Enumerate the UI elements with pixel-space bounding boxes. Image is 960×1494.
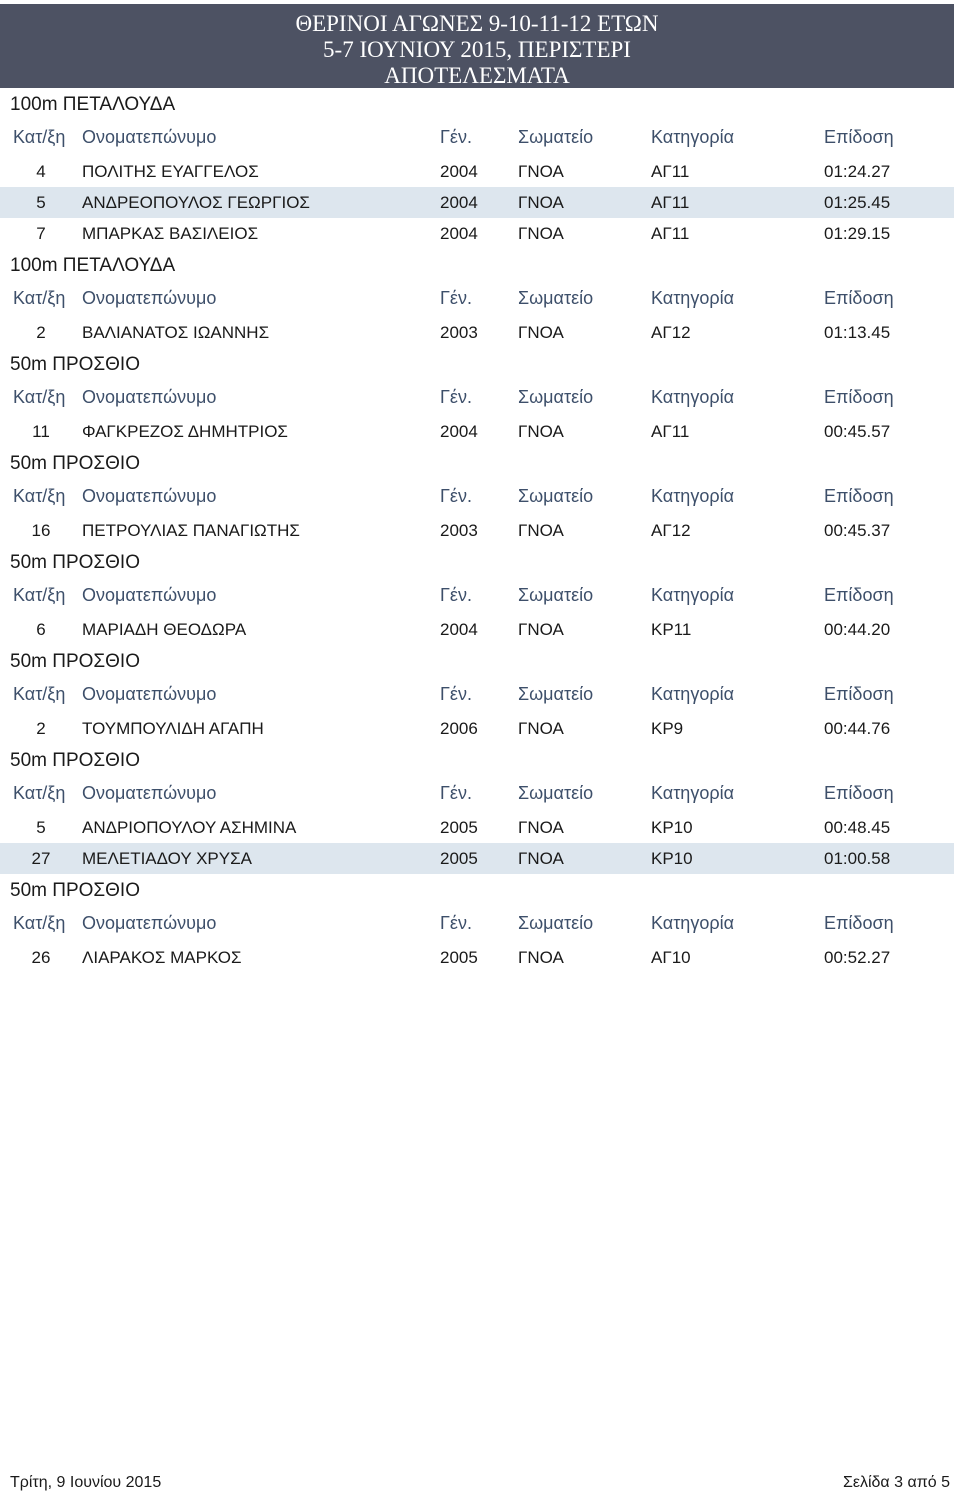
column-header-club: Σωματείο xyxy=(518,288,594,308)
column-header-club: Σωματείο xyxy=(518,783,594,803)
club-cell: ΓΝΟΑ xyxy=(518,193,564,212)
club-cell: ΓΝΟΑ xyxy=(518,323,564,342)
event-title: 50m ΠΡΟΣΘΙΟ xyxy=(10,880,140,901)
footer-page-number: Σελίδα 3 από 5 xyxy=(842,1474,950,1491)
result-row xyxy=(0,614,954,645)
event-title: 100m ΠΕΤΑΛΟΥΔΑ xyxy=(10,94,176,115)
column-header-category: Κατηγορία xyxy=(651,288,734,308)
event-section xyxy=(0,744,954,874)
time-cell: 00:52.27 xyxy=(824,948,891,967)
club-cell: ΓΝΟΑ xyxy=(518,818,564,837)
athlete-name-cell: ΦΑΓΚΡΕΖΟΣ ΔΗΜΗΤΡΙΟΣ xyxy=(82,422,288,441)
column-header-rank: Κατ/ξη xyxy=(13,288,66,308)
birth-year-cell: 2006 xyxy=(440,719,478,738)
column-header-year: Γέν. xyxy=(440,585,472,605)
column-header-time: Επίδοση xyxy=(824,127,894,147)
column-header-year: Γέν. xyxy=(440,783,472,803)
birth-year-cell: 2004 xyxy=(440,422,478,441)
time-cell: 01:29.15 xyxy=(824,224,891,243)
results-list xyxy=(0,88,954,973)
column-header-row xyxy=(0,908,954,938)
event-section xyxy=(0,88,954,249)
header-date-location: 5-7 ΙΟΥΝΙΟΥ 2015, ΠΕΡΙΣΤΕΡΙ xyxy=(323,37,631,62)
column-header-category: Κατηγορία xyxy=(651,127,734,147)
column-header-category: Κατηγορία xyxy=(651,486,734,506)
rank-cell: 4 xyxy=(36,162,46,181)
column-header-rank: Κατ/ξη xyxy=(13,783,66,803)
birth-year-cell: 2004 xyxy=(440,162,478,181)
column-header-rank: Κατ/ξη xyxy=(13,585,66,605)
birth-year-cell: 2004 xyxy=(440,193,478,212)
club-cell: ΓΝΟΑ xyxy=(518,521,564,540)
column-header-row xyxy=(0,580,954,610)
footer-date: Τρίτη, 9 Ιουνίου 2015 xyxy=(10,1474,162,1491)
event-title: 50m ΠΡΟΣΘΙΟ xyxy=(10,651,140,672)
rank-cell: 2 xyxy=(36,323,46,342)
club-cell: ΓΝΟΑ xyxy=(518,948,564,967)
event-section xyxy=(0,546,954,645)
column-header-name: Ονοματεπώνυμο xyxy=(82,127,217,147)
category-cell: ΑΓ11 xyxy=(651,422,690,441)
category-cell: ΑΓ12 xyxy=(651,521,691,540)
result-row xyxy=(0,317,954,348)
athlete-name-cell: ΠΕΤΡΟΥΛΙΑΣ ΠΑΝΑΓΙΩΤΗΣ xyxy=(82,521,300,540)
header-subtitle: ΑΠΟΤΕΛΕΣΜΑΤΑ xyxy=(384,63,570,88)
event-title: 50m ΠΡΟΣΘΙΟ xyxy=(10,552,140,573)
time-cell: 00:45.37 xyxy=(824,521,891,540)
time-cell: 00:44.20 xyxy=(824,620,891,639)
athlete-name-cell: ΠΟΛΙΤΗΣ ΕΥΑΓΓΕΛΟΣ xyxy=(82,162,259,181)
birth-year-cell: 2004 xyxy=(440,224,478,243)
event-title: 50m ΠΡΟΣΘΙΟ xyxy=(10,750,140,771)
category-cell: ΚΡ11 xyxy=(651,620,692,639)
column-header-name: Ονοματεπώνυμο xyxy=(82,684,217,704)
column-header-time: Επίδοση xyxy=(824,585,894,605)
column-header-club: Σωματείο xyxy=(518,585,594,605)
document-header xyxy=(0,4,954,88)
event-section xyxy=(0,447,954,546)
result-row xyxy=(0,942,954,973)
column-header-time: Επίδοση xyxy=(824,684,894,704)
column-header-rank: Κατ/ξη xyxy=(13,127,66,147)
category-cell: ΑΓ11 xyxy=(651,224,690,243)
rank-cell: 27 xyxy=(31,849,51,868)
column-header-row xyxy=(0,122,954,152)
column-header-club: Σωματείο xyxy=(518,486,594,506)
athlete-name-cell: ΑΝΔΡΕΟΠΟΥΛΟΣ ΓΕΩΡΓΙΟΣ xyxy=(82,193,310,212)
result-row xyxy=(0,218,954,249)
club-cell: ΓΝΟΑ xyxy=(518,849,564,868)
column-header-category: Κατηγορία xyxy=(651,684,734,704)
rank-cell: 5 xyxy=(36,193,46,212)
column-header-rank: Κατ/ξη xyxy=(13,387,66,407)
result-row xyxy=(0,713,954,744)
result-row xyxy=(0,843,954,874)
birth-year-cell: 2005 xyxy=(440,849,478,868)
event-title: 50m ΠΡΟΣΘΙΟ xyxy=(10,453,140,474)
header-title: ΘΕΡΙΝΟΙ ΑΓΩΝΕΣ 9-10-11-12 ΕΤΩΝ xyxy=(295,11,659,36)
rank-cell: 26 xyxy=(31,948,51,967)
athlete-name-cell: ΒΑΛΙΑΝΑΤΟΣ ΙΩΑΝΝΗΣ xyxy=(82,323,270,342)
category-cell: ΑΓ11 xyxy=(651,193,690,212)
column-header-category: Κατηγορία xyxy=(651,387,734,407)
column-header-year: Γέν. xyxy=(440,127,472,147)
time-cell: 00:48.45 xyxy=(824,818,891,837)
birth-year-cell: 2005 xyxy=(440,818,478,837)
category-cell: ΑΓ12 xyxy=(651,323,691,342)
birth-year-cell: 2003 xyxy=(440,521,478,540)
column-header-club: Σωματείο xyxy=(518,387,594,407)
club-cell: ΓΝΟΑ xyxy=(518,620,564,639)
page-footer xyxy=(10,1472,950,1494)
athlete-name-cell: ΛΙΑΡΑΚΟΣ ΜΑΡΚΟΣ xyxy=(82,948,242,967)
column-header-rank: Κατ/ξη xyxy=(13,684,66,704)
event-section xyxy=(0,348,954,447)
column-header-year: Γέν. xyxy=(440,288,472,308)
rank-cell: 5 xyxy=(36,818,46,837)
athlete-name-cell: ΜΠΑΡΚΑΣ ΒΑΣΙΛΕΙΟΣ xyxy=(82,224,259,243)
time-cell: 01:24.27 xyxy=(824,162,891,181)
category-cell: ΚΡ9 xyxy=(651,719,684,738)
column-header-year: Γέν. xyxy=(440,486,472,506)
category-cell: ΑΓ10 xyxy=(651,948,691,967)
time-cell: 00:44.76 xyxy=(824,719,891,738)
column-header-time: Επίδοση xyxy=(824,387,894,407)
column-header-club: Σωματείο xyxy=(518,127,594,147)
athlete-name-cell: ΑΝΔΡΙΟΠΟΥΛΟΥ ΑΣΗΜΙΝΑ xyxy=(82,818,297,837)
time-cell: 01:00.58 xyxy=(824,849,891,868)
rank-cell: 2 xyxy=(36,719,46,738)
athlete-name-cell: ΜΕΛΕΤΙΑΔΟΥ ΧΡΥΣΑ xyxy=(82,849,252,868)
rank-cell: 16 xyxy=(31,521,51,540)
column-header-row xyxy=(0,778,954,808)
column-header-time: Επίδοση xyxy=(824,486,894,506)
column-header-name: Ονοματεπώνυμο xyxy=(82,288,217,308)
column-header-name: Ονοματεπώνυμο xyxy=(82,783,217,803)
column-header-club: Σωματείο xyxy=(518,913,594,933)
event-section xyxy=(0,874,954,973)
club-cell: ΓΝΟΑ xyxy=(518,224,564,243)
result-row xyxy=(0,515,954,546)
column-header-category: Κατηγορία xyxy=(651,783,734,803)
birth-year-cell: 2004 xyxy=(440,620,478,639)
column-header-category: Κατηγορία xyxy=(651,913,734,933)
column-header-rank: Κατ/ξη xyxy=(13,913,66,933)
result-row xyxy=(0,187,954,218)
time-cell: 01:13.45 xyxy=(824,323,891,342)
result-row xyxy=(0,156,954,187)
column-header-name: Ονοματεπώνυμο xyxy=(82,913,217,933)
event-section xyxy=(0,645,954,744)
column-header-year: Γέν. xyxy=(440,913,472,933)
rank-cell: 11 xyxy=(32,422,50,441)
column-header-rank: Κατ/ξη xyxy=(13,486,66,506)
time-cell: 00:45.57 xyxy=(824,422,891,441)
column-header-row xyxy=(0,382,954,412)
result-row xyxy=(0,416,954,447)
column-header-time: Επίδοση xyxy=(824,288,894,308)
column-header-row xyxy=(0,679,954,709)
column-header-time: Επίδοση xyxy=(824,913,894,933)
athlete-name-cell: ΜΑΡΙΑΔΗ ΘΕΟΔΩΡΑ xyxy=(82,620,247,639)
column-header-name: Ονοματεπώνυμο xyxy=(82,387,217,407)
time-cell: 01:25.45 xyxy=(824,193,891,212)
category-cell: ΑΓ11 xyxy=(651,162,690,181)
rank-cell: 7 xyxy=(36,224,46,243)
event-title: 100m ΠΕΤΑΛΟΥΔΑ xyxy=(10,255,176,276)
birth-year-cell: 2005 xyxy=(440,948,478,967)
column-header-category: Κατηγορία xyxy=(651,585,734,605)
club-cell: ΓΝΟΑ xyxy=(518,162,564,181)
column-header-club: Σωματείο xyxy=(518,684,594,704)
club-cell: ΓΝΟΑ xyxy=(518,719,564,738)
column-header-time: Επίδοση xyxy=(824,783,894,803)
category-cell: ΚΡ10 xyxy=(651,818,693,837)
birth-year-cell: 2003 xyxy=(440,323,478,342)
column-header-row xyxy=(0,481,954,511)
event-title: 50m ΠΡΟΣΘΙΟ xyxy=(10,354,140,375)
column-header-year: Γέν. xyxy=(440,684,472,704)
category-cell: ΚΡ10 xyxy=(651,849,693,868)
rank-cell: 6 xyxy=(36,620,46,639)
column-header-row xyxy=(0,283,954,313)
club-cell: ΓΝΟΑ xyxy=(518,422,564,441)
column-header-name: Ονοματεπώνυμο xyxy=(82,486,217,506)
event-section xyxy=(0,249,954,348)
column-header-name: Ονοματεπώνυμο xyxy=(82,585,217,605)
column-header-year: Γέν. xyxy=(440,387,472,407)
athlete-name-cell: ΤΟΥΜΠΟΥΛΙΔΗ ΑΓΑΠΗ xyxy=(82,719,264,738)
result-row xyxy=(0,812,954,843)
